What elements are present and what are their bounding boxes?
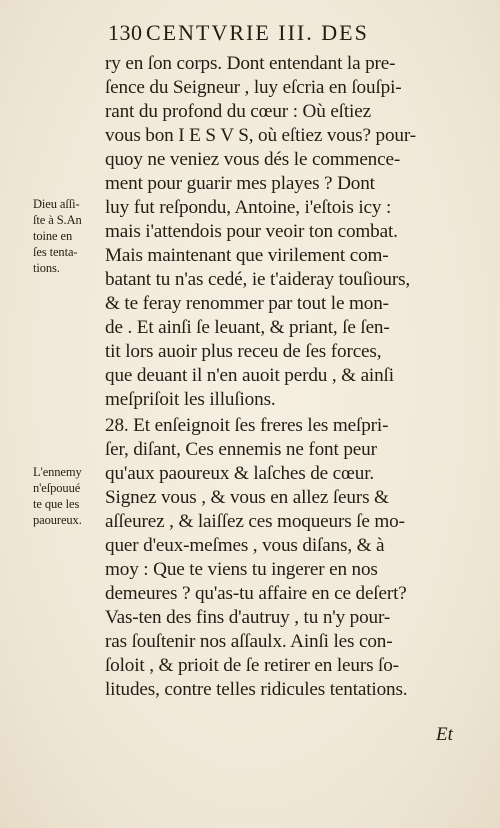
text-line: ſoloit , & prioit de ſe retirer en leurs ſo- (105, 655, 399, 676)
text-line: meſpriſoit les illuſions. (105, 389, 276, 410)
text-line: ment pour guarir mes playes ? Dont (105, 173, 375, 194)
text-line: luy fut reſpondu, Antoine, i'eſtois icy : (105, 197, 392, 218)
text-line: ry en ſon corps. Dont entendant la pre- (105, 53, 396, 74)
text-line: litudes, contre telles ridicules tentations. (105, 679, 408, 700)
margin-note-line: ſte à S.An (33, 213, 82, 227)
text-line: ſence du Seigneur , luy eſcria en ſouſpi- (105, 77, 402, 98)
margin-note-line: Dieu aſſi- (33, 197, 80, 211)
text-line: demeures ? qu'as-tu affaire en ce deſert? (105, 583, 407, 604)
text-line: moy : Que te viens tu ingerer en nos (105, 559, 378, 580)
text-line: quer d'eux-meſmes , vous diſans, & à (105, 535, 385, 556)
margin-note-line: tions. (33, 261, 60, 275)
text-line: ras ſouſtenir nos aſſaulx. Ainſi les con- (105, 631, 393, 652)
margin-note-line: n'eſpouué (33, 481, 81, 495)
margin-note-line: L'ennemy (33, 465, 82, 479)
text-line: ſer, diſant, Ces ennemis ne font peur (105, 439, 377, 460)
margin-note-line: te que les (33, 497, 80, 511)
text-line: rant du profond du cœur : Où eſtiez (105, 101, 371, 122)
catchword: Et (436, 724, 453, 745)
page-number: 130 (108, 20, 143, 45)
text-line: de . Et ainſi ſe leuant, & priant, ſe ſen- (105, 317, 390, 338)
margin-note (33, 196, 101, 276)
text-line: aſſeurez , & laiſſez ces moqueurs ſe mo- (105, 511, 405, 532)
text-line: quoy ne veniez vous dés le commence- (105, 149, 401, 170)
text-line: mais i'attendois pour veoir ton combat. (105, 221, 398, 242)
text-line: batant tu n'as cedé, ie t'aideray touſiours, (105, 269, 411, 290)
running-head: CENTVRIE III. DES (146, 20, 369, 45)
text-line: & te feray renommer par tout le mon- (105, 293, 389, 314)
margin-note-line: paoureux. (33, 513, 82, 527)
page-header (104, 18, 474, 48)
text-line: tit lors auoir plus receu de ſes forces, (105, 341, 382, 362)
text-line: Mais maintenant que virilement com- (105, 245, 389, 266)
text-line: vous bon I E S V S, où eſtiez vous? pour- (105, 125, 416, 146)
text-line: Vas-ten des fins d'autruy , tu n'y pour- (105, 607, 391, 628)
margin-note-line: ſes tenta- (33, 245, 78, 259)
margin-note-line: toine en (33, 229, 73, 243)
text-line: que deuant il n'en auoit perdu , & ainſi (105, 365, 394, 386)
text-line: qu'aux paoureux & laſches de cœur. (105, 463, 375, 484)
text-line: Signez vous , & vous en allez ſeurs & (105, 487, 389, 508)
margin-note (33, 464, 101, 528)
text-line: 28. Et enſeignoit ſes freres les meſpri- (105, 415, 389, 436)
